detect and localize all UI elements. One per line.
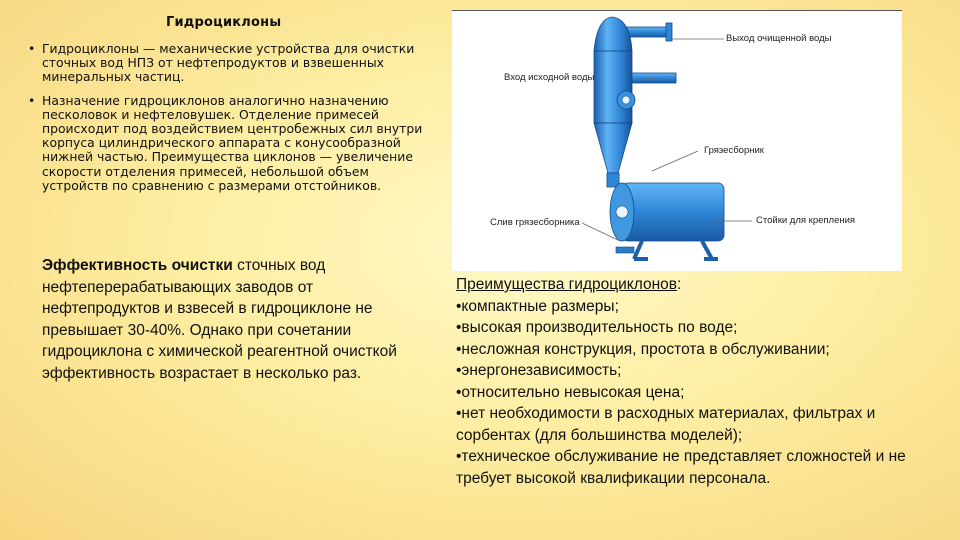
efficiency-paragraph: [42, 255, 432, 384]
intro-bullet: • Гидроциклоны — механические устройства для очистки сточных вод НПЗ от нефтепродуктов и взвешенных минеральных частиц.: [27, 42, 432, 85]
label-raw-water-inlet: Вход исходной воды: [504, 72, 595, 83]
hydrocyclone-illustration: [452, 11, 902, 271]
advantages-list: [456, 296, 926, 490]
hydrocyclone-figure: [452, 10, 902, 271]
advantage-item: •энергонезависимость;: [456, 362, 622, 379]
label-collector-drain: Слив грязесборника: [490, 217, 580, 228]
advantage-item: •техническое обслуживание не представляет сложностей и не требует высокой квалификации персонала.: [456, 448, 906, 487]
efficiency-text: сточных вод нефтеперерабатывающих заводов от нефтепродуктов и взвесей в гидроциклоне не превышает 30-40%. Однако при сочетании гидроциклона с химической реагентной очисткой эффективность возрастает в несколько раз.: [42, 257, 397, 382]
advantages-heading-colon: :: [677, 276, 682, 293]
advantage-item: •компактные размеры;: [456, 297, 619, 315]
advantages-heading: Преимущества гидроциклонов: [456, 276, 677, 293]
label-mounting-stands: Стойки для крепления: [756, 215, 856, 226]
intro-bullet-list: [27, 42, 432, 202]
slide-title: Гидроциклоны: [166, 15, 282, 30]
advantage-item: •высокая производительность по воде;: [456, 319, 738, 336]
advantages-block: [456, 274, 926, 489]
label-dirt-collector: Грязесборник: [704, 145, 764, 156]
advantage-item: •нет необходимости в расходных материалах, фильтрах и сорбентах (для большинства моделей);: [456, 405, 876, 444]
advantage-item: •относительно невысокая цена;: [456, 383, 685, 401]
label-clean-water-outlet: Выход очищенной воды: [726, 33, 832, 44]
advantage-item: •несложная конструкция, простота в обслуживании;: [456, 340, 830, 358]
intro-bullet: • Назначение гидроциклонов аналогично назначению песколовок и нефтеловушек. Отделение примесей происходит под воздействием центробежных сил внутри корпуса цилиндрического аппарата с конусообразной нижней частью. Преимущества циклонов — увеличение скорости отделения примесей, небольшой объем устройств по сравнению с размерами отстойников.: [27, 94, 432, 193]
efficiency-heading: Эффективность очистки: [42, 257, 233, 274]
